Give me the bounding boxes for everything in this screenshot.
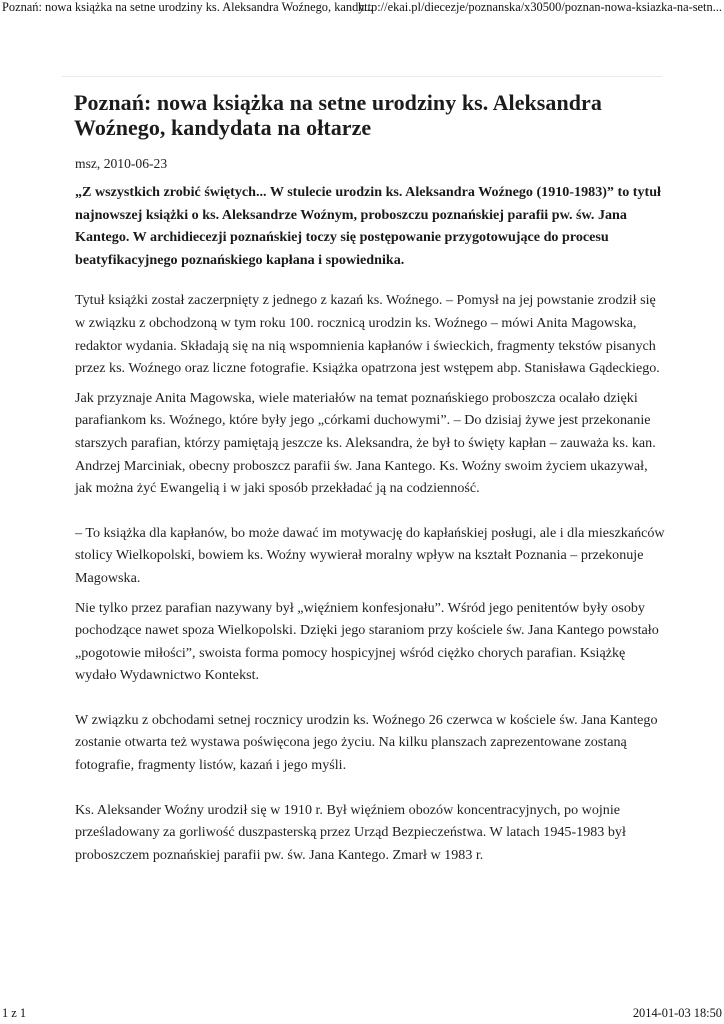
article-meta: msz, 2010-06-23 (75, 156, 168, 171)
article-paragraph: Ks. Aleksander Woźny urodził się w 1910 r. Był więźniem obozów koncentracyjnych, po wojnie prześladowany za gorliwość duszpasterską przez Urząd Bezpieczeństwa. W latach 1945-1983 był proboszczem poznańskiej parafii pw. św. Jana Kantego. Zmarł w 1983 r. (75, 801, 626, 863)
article-title: Poznań: nowa książka na setne urodziny ks. Aleksandra Woźnego, kandydata na ołtarze (74, 90, 602, 140)
print-page-count: 1 z 1 (2, 1006, 27, 1020)
article-lead: „Z wszystkich zrobić świętych... W stulecie urodzin ks. Aleksandra Woźnego (1910-1983)” to tytuł najnowszej książki o ks. Aleksandrze Woźnym, proboszczu poznańskiej parafii pw. św. Jana Kantego. W archidiecezji poznańskiej toczy się postępowanie przygotowujące do procesu beatyfikacyjnego poznańskiego kapłana i spowiednika. (75, 184, 661, 268)
article-paragraph: – To książka dla kapłanów, bo może dawać im motywację do kapłańskiej posługi, ale i dla mieszkańców stolicy Wielkopolski, bowiem ks. Woźny wywierał moralny wpływ na kształt Poznania – przekonuje Magowska. (75, 524, 665, 586)
article-paragraph: Nie tylko przez parafian nazywany był „więźniem konfesjonału”. Wśród jego penitentów były osoby pochodzące nawet spoza Wielkopolski. Dzięki jego staraniom przy kościele św. Jana Kantego powstało „pogotowie miłości”, swoista forma pomocy hospicyjnej wśród ciężko chorych parafian. Książkę wydało Wydawnictwo Kontekst. (75, 599, 659, 684)
print-url: http://ekai.pl/diecezje/poznanska/x30500/poznan-nowa-ksiazka-na-setn... (357, 0, 722, 14)
print-timestamp: 2014-01-03 18:50 (632, 1006, 722, 1020)
print-page-title: Poznań: nowa książka na setne urodziny ks. Aleksandra Woźnego, kandy... (2, 0, 373, 14)
article-paragraph: Jak przyznaje Anita Magowska, wiele materiałów na temat poznańskiego proboszcza ocalało dzięki parafiankom ks. Woźnego, które były jego „córkami duchowymi”. – Do dzisiaj żywe jest przekonanie starszych parafian, którzy pamiętają jeszcze ks. Aleksandra, że był to święty kapłan – zauważa ks. kan. Andrzej Marciniak, obecny proboszcz parafii św. Jana Kantego. Ks. Woźny swoim życiem ukazywał, jak można żyć Ewangelią i w jaki sposób przekładać ją na codzienność. (75, 389, 656, 497)
article-paragraph: W związku z obchodami setnej rocznicy urodzin ks. Woźnego 26 czerwca w kościele św. Jana Kantego zostanie otwarta też wystawa poświęcona jego życiu. Na kilku planszach zaprezentowane zostaną fotografie, fragmenty listów, kazań i jego myśli. (75, 711, 658, 774)
article-paragraph: Tytuł książki został zaczerpnięty z jednego z kazań ks. Woźnego. – Pomysł na jej powstanie zrodził się w związku z obchodzoną w tym roku 100. rocznicą urodzin ks. Woźnego – mówi Anita Magowska, redaktor wydania. Składają się na nią wspomnienia kapłanów i świeckich, fragmenty tekstów pisanych przez ks. Woźnego oraz liczne fotografie. Książka opatrzona jest wstępem abp. Stanisława Gądeckiego. (75, 292, 660, 377)
article (62, 76, 665, 866)
print-footer (0, 1006, 724, 1024)
print-header (0, 0, 724, 16)
